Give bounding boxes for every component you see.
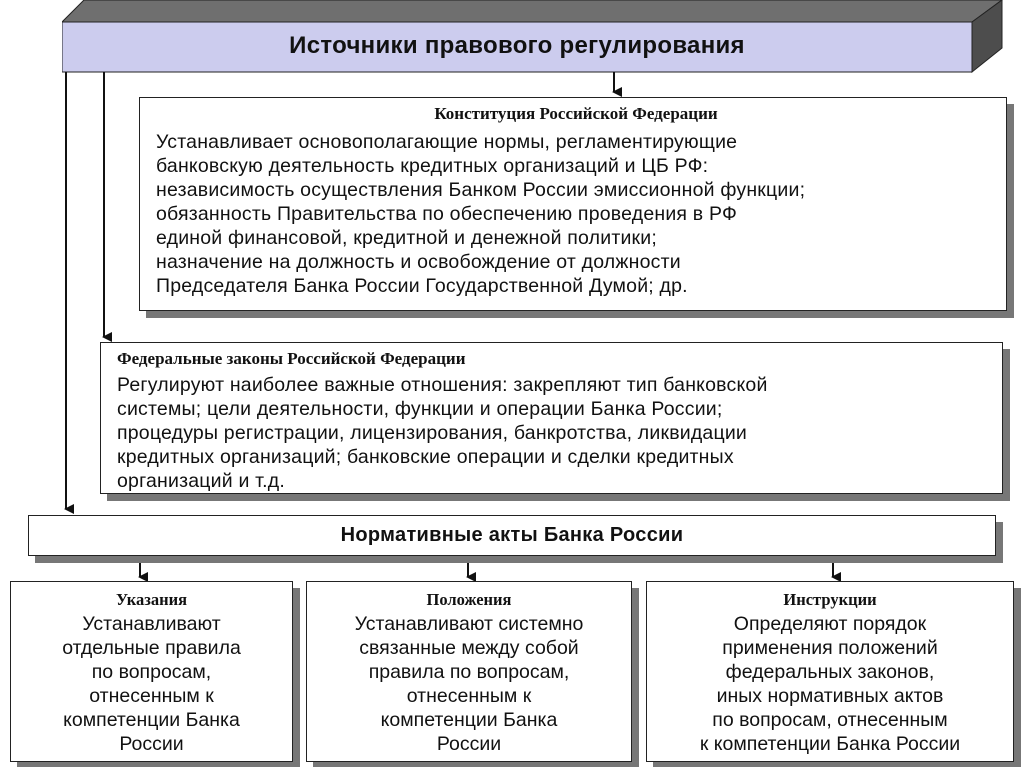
federal-laws-text: Регулируют наиболее важные отношения: закрепляют тип банковской системы; цели деятельности, функции и операции Банка России; процедуры регистрации, лицензирования, банкротства, ликвидации кредитных организаций; банковские операции и сделки кредитных организаций и т.д. (117, 374, 768, 492)
federal-laws-title: Федеральные законы Российской Федерации (117, 349, 466, 368)
instruktsii-title: Инструкции (783, 590, 877, 609)
normative-acts-box (28, 515, 996, 556)
federal-laws-box (100, 342, 1003, 494)
constitution-text: Устанавливает основополагающие нормы, регламентирующие банковскую деятельность кредитных организаций и ЦБ РФ: независимость осуществления Банком России эмиссионной функции; обязанность Правительства по обеспечению проведения в РФ единой финансовой, кредитной и денежной политики; назначение на должность и освобождение от должности Председателя Банка России Государственной Думой; др. (156, 131, 806, 297)
polozheniya-box (306, 581, 632, 762)
polozheniya-title: Положения (426, 590, 512, 609)
ukazaniya-text: Устанавливают отдельные правила по вопросам, отнесенным к компетенции Банка России (62, 613, 241, 755)
constitution-title: Конституция Российской Федерации (434, 104, 718, 123)
instruktsii-text: Определяют порядок применения положений федеральных законов, иных нормативных актов по вопросам, отнесенным к компетенции Банка России (699, 613, 961, 755)
ukazaniya-title: Указания (115, 590, 188, 609)
ukazaniya-box (10, 581, 293, 762)
polozheniya-text: Устанавливают системно связанные между собой правила по вопросам, отнесенным к компетенции Банка России (354, 613, 584, 755)
header-title: Источники правового регулирования (289, 32, 745, 59)
normative-acts-title: Нормативные акты Банка России (340, 524, 684, 546)
instruktsii-box (646, 581, 1014, 762)
constitution-box (139, 97, 1007, 311)
